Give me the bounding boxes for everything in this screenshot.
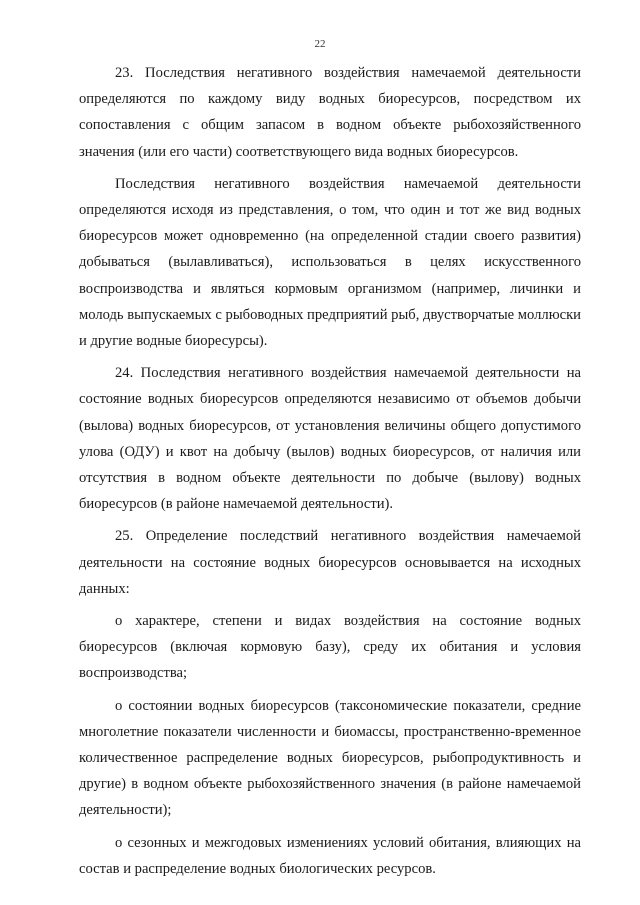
list-item-habitat-changes: о сезонных и межгодовых измениениях условий обитания, влияющих на состав и распределение водных биологических ресурсов. (79, 834, 581, 877)
list-item-bioresource-state: о состоянии водных биоресурсов (таксономические показатели, средние многолетние показатели численности и биомассы, пространственно-временное количественное распределение водных биоресурсов, рыбопродуктивность и другие) в водном объекте рыбохозяйственного значения (в районе намечаемой деятельности); (79, 697, 581, 819)
document-body (79, 60, 581, 882)
page-number: 22 (314, 38, 326, 50)
paragraph-24: 24. Последствия негативного воздействия намечаемой деятельности на состояние водных биоресурсов определяются независимо от объемов добычи (вылова) водных биоресурсов, от установления величины общего допустимого улова (ОДУ) и квот на добычу (вылов) водных биоресурсов, от наличия или отсутствия в водном объекте деятельности по добыче (вылову) водных биоресурсов (в районе намечаемой деятельности). (79, 365, 581, 513)
paragraph-25: 25. Определение последствий негативного воздействия намечаемой деятельности на состояние водных биоресурсов основывается на исходных данных: (79, 528, 581, 597)
list-item-impact-character: о характере, степени и видах воздействия на состояние водных биоресурсов (включая кормовую базу), среду их обитания и условия воспроизводства; (79, 613, 581, 682)
paragraph-consequences-definition: Последствия негативного воздействия намечаемой деятельности определяются исходя из представления, о том, что один и тот же вид водных биоресурсов может одновременно (на определенной стадии своего развития) добываться (вылавливаться), использоваться в целях искусственного воспроизводства и являться кормовым организмом (например, личинки и молодь выпускаемых с рыбоводных предприятий рыб, двустворчатые моллюски и другие водные биоресурсы). (79, 175, 581, 350)
paragraph-23: 23. Последствия негативного воздействия намечаемой деятельности определяются по каждому виду водных биоресурсов, посредством их сопоставления с общим запасом в водном объекте рыбохозяйственного значения (или его части) соответствующего вида водных биоресурсов. (79, 65, 581, 160)
